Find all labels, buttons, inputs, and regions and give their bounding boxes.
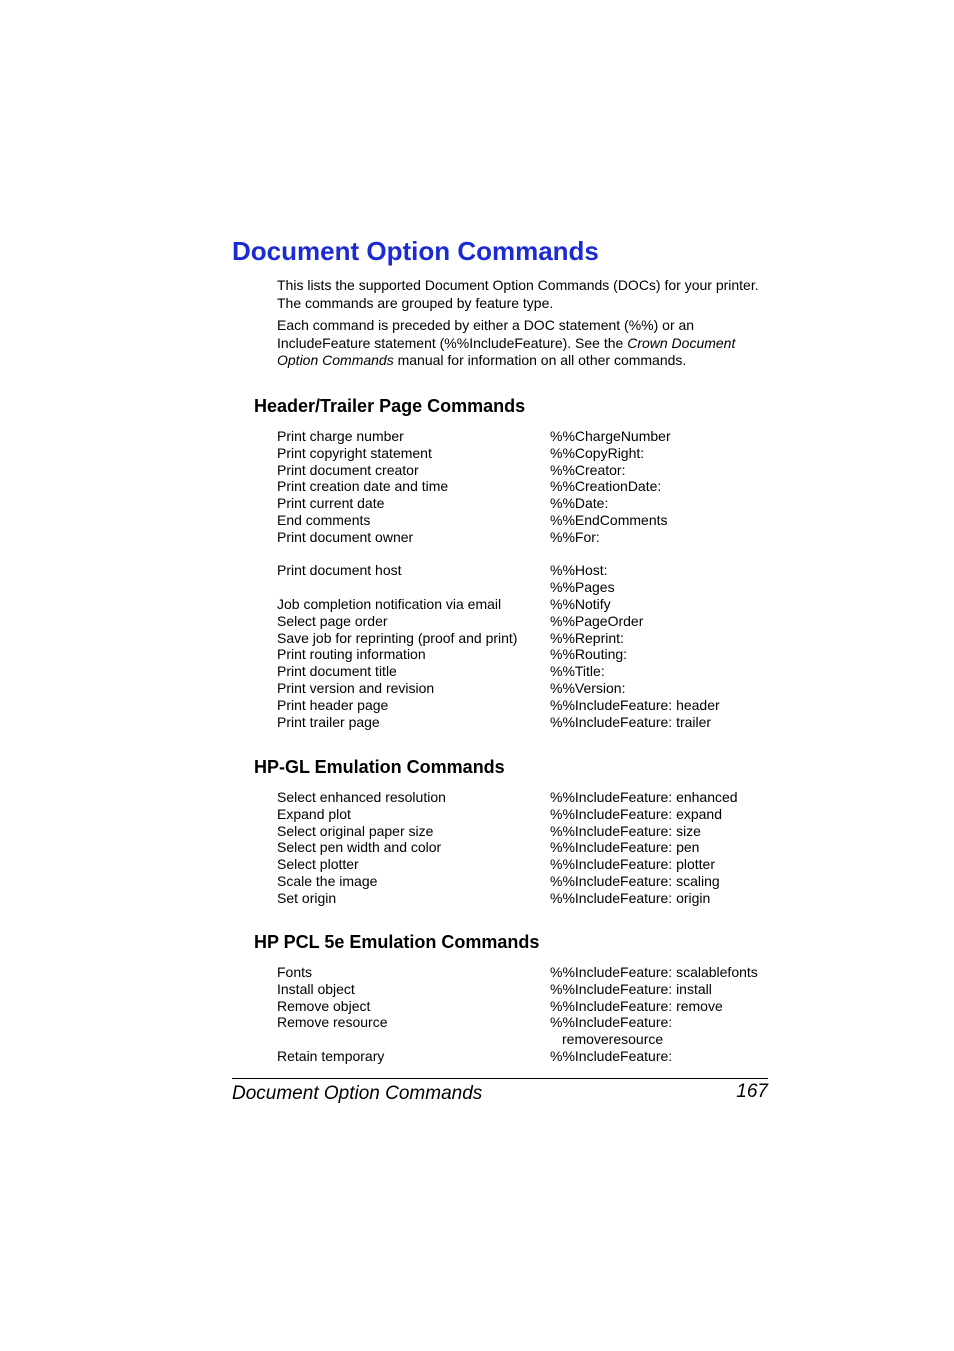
command-description: Job completion notification via email xyxy=(277,595,502,612)
table-row xyxy=(277,646,777,663)
command-code: %%IncludeFeature: scalablefonts xyxy=(550,964,758,980)
intro-paragraph-1: This lists the supported Document Option Commands (DOCs) for your printer. The commands are grouped by feature type. xyxy=(277,277,759,311)
command-code: %%Notify xyxy=(550,595,611,612)
command-code: %%IncludeFeature: remove xyxy=(550,997,723,1014)
table-row xyxy=(277,495,777,512)
command-description: Print document title xyxy=(277,663,397,680)
footer-title: Document Option Commands xyxy=(232,1083,483,1104)
manual-title: Crown Document Option Commands xyxy=(277,334,736,368)
command-description: Install object xyxy=(277,980,355,997)
command-description: Print document owner xyxy=(277,528,414,545)
command-description: Print version and revision xyxy=(277,679,435,696)
command-description: Select enhanced resolution xyxy=(277,789,446,805)
command-code: %%Version: xyxy=(550,679,626,696)
command-code: %%IncludeFeature: plotter xyxy=(550,856,715,873)
table-row xyxy=(277,428,777,445)
page-number: 167 xyxy=(736,1081,768,1102)
command-code: %%IncludeFeature: xyxy=(550,1047,673,1064)
command-description: Fonts xyxy=(277,964,313,980)
table-row xyxy=(277,856,777,873)
command-description: End comments xyxy=(277,511,371,528)
command-code: %%IncludeFeature: install xyxy=(550,980,712,997)
section-title-hpgl: HP-GL Emulation Commands xyxy=(254,757,505,777)
command-description: Print trailer page xyxy=(277,713,380,730)
table-row xyxy=(277,546,777,563)
command-code: %%PageOrder xyxy=(550,612,644,629)
command-code: %%IncludeFeature: xyxy=(550,1014,673,1031)
command-code: %%IncludeFeature: expand xyxy=(550,805,722,822)
command-description: Remove resource xyxy=(277,1014,388,1031)
command-description: Remove object xyxy=(277,997,371,1014)
page-title: Document Option Commands xyxy=(232,236,599,266)
command-code: %%Reprint: xyxy=(550,629,624,646)
table-row xyxy=(277,579,777,596)
command-code: removeresource xyxy=(562,1031,664,1048)
section-title-pcl5e: HP PCL 5e Emulation Commands xyxy=(254,932,540,952)
command-description: Select plotter xyxy=(277,856,359,873)
table-row xyxy=(277,714,777,731)
table-row xyxy=(277,562,777,579)
table-row xyxy=(277,1014,777,1031)
command-description: Print routing information xyxy=(277,646,426,663)
table-row xyxy=(277,964,777,981)
table-row xyxy=(277,445,777,462)
footer-rule xyxy=(232,1078,768,1079)
table-row xyxy=(277,873,777,890)
intro-text-b: manual for information on all other commands. xyxy=(393,352,687,368)
table-row xyxy=(277,697,777,714)
command-code: %%Host: xyxy=(550,562,608,579)
table-row xyxy=(277,529,777,546)
command-description: Scale the image xyxy=(277,872,378,889)
command-table-pcl5e xyxy=(277,964,777,1065)
command-description: Set origin xyxy=(277,889,337,906)
command-description: Select pen width and color xyxy=(277,839,442,856)
table-row xyxy=(277,1048,777,1065)
command-description: Print copyright statement xyxy=(277,444,432,461)
command-table-hpgl xyxy=(277,789,777,907)
command-table-header-trailer xyxy=(277,428,777,730)
table-row xyxy=(277,663,777,680)
table-row xyxy=(277,998,777,1015)
table-row xyxy=(277,981,777,998)
command-code: %%IncludeFeature: header xyxy=(550,696,720,713)
table-row xyxy=(277,680,777,697)
intro-text-a: Each command is preceded by either a DOC statement (%%) or an IncludeFeature statement (%%IncludeFeature). See the xyxy=(277,317,695,351)
table-row xyxy=(277,462,777,479)
command-code: %%Pages xyxy=(550,579,615,596)
command-description: Print document host xyxy=(277,562,402,579)
section-title-header-trailer: Header/Trailer Page Commands xyxy=(254,396,526,416)
table-row xyxy=(277,823,777,840)
command-code: %%CreationDate: xyxy=(550,478,662,495)
command-code: %%IncludeFeature: origin xyxy=(550,889,711,906)
command-description: Print document creator xyxy=(277,461,419,478)
command-description: Expand plot xyxy=(277,805,351,822)
command-code: %%IncludeFeature: enhanced xyxy=(550,789,738,805)
command-code: %%Creator: xyxy=(550,461,626,478)
command-description: Print current date xyxy=(277,495,385,512)
command-description: Select original paper size xyxy=(277,822,434,839)
command-code: %%IncludeFeature: trailer xyxy=(550,713,712,730)
table-row xyxy=(277,789,777,806)
table-row xyxy=(277,890,777,907)
intro-paragraph-2 xyxy=(277,317,767,370)
command-code: %%For: xyxy=(550,528,600,545)
table-row xyxy=(277,806,777,823)
command-code: %%IncludeFeature: size xyxy=(550,822,701,839)
command-code: %%EndComments xyxy=(550,511,668,528)
command-description: Print creation date and time xyxy=(277,478,449,495)
command-code: %%ChargeNumber xyxy=(550,428,671,444)
table-row xyxy=(277,478,777,495)
table-row xyxy=(277,613,777,630)
command-code: %%CopyRight: xyxy=(550,444,645,461)
table-row xyxy=(277,512,777,529)
table-row xyxy=(277,1031,777,1048)
table-row xyxy=(277,596,777,613)
command-description: Print charge number xyxy=(277,428,404,444)
command-description: Retain temporary xyxy=(277,1047,385,1064)
command-code: %%Title: xyxy=(550,663,605,680)
command-description: Select page order xyxy=(277,612,388,629)
table-row xyxy=(277,839,777,856)
command-code: %%Routing: xyxy=(550,646,628,663)
command-code: %%IncludeFeature: pen xyxy=(550,839,700,856)
command-description: Print header page xyxy=(277,696,389,713)
command-description: Save job for reprinting (proof and print) xyxy=(277,629,518,646)
table-row xyxy=(277,630,777,647)
command-code: %%IncludeFeature: scaling xyxy=(550,872,720,889)
command-code: %%Date: xyxy=(550,495,609,512)
